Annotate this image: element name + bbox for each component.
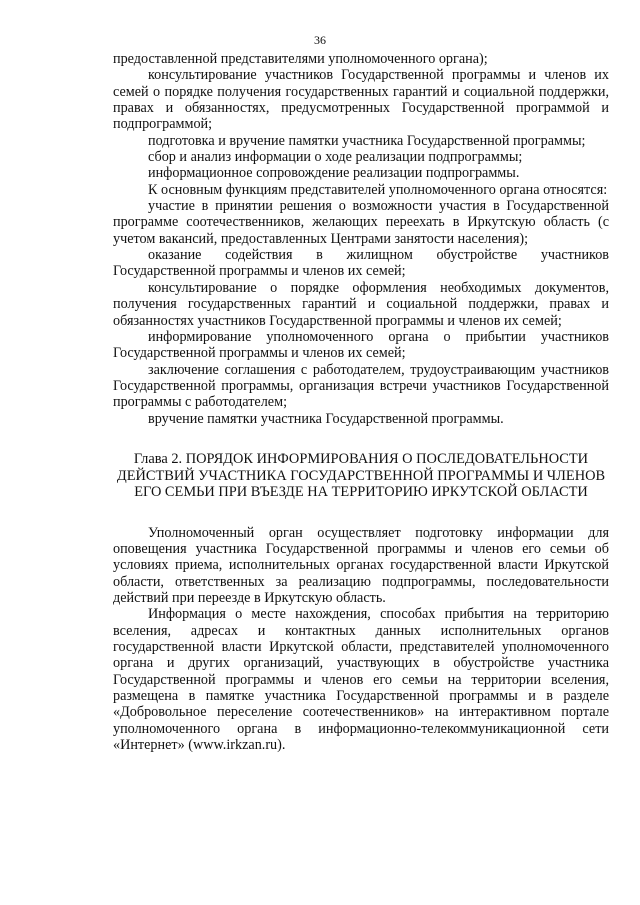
paragraph: вручение памятки участника Государственной программы. (148, 410, 504, 427)
paragraph: К основным функциям представителей уполномоченного органа относятся: (148, 181, 608, 198)
paragraph: консультирование участников Государственной программы и членов их семей о порядке получения государственных гарантий и социальной поддержки, правах и обязанностях, предусмотренных Государственной программой и подпрограммой; (113, 67, 609, 133)
paragraph: предоставленной представителями уполномоченного органа); (113, 51, 488, 67)
page-number: 36 (314, 33, 326, 47)
chapter-heading: Глава 2. ПОРЯДОК ИНФОРМИРОВАНИЯ О ПОСЛЕДОВАТЕЛЬНОСТИ ДЕЙСТВИЙ УЧАСТНИКА ГОСУДАРСТВЕННОЙ ПРОГРАММЫ И ЧЛЕНОВ ЕГО СЕМЬИ ПРИ ВЪЕЗДЕ НА ТЕРРИТОРИЮ ИРКУТСКОЙ ОБЛАСТИ (116, 450, 606, 501)
paragraph: оказание содействия в жилищном обустройстве участников Государственной программы и членов их семей; (113, 247, 609, 280)
paragraph: участие в принятии решения о возможности участия в Государственной программе соотечественников, желающих переехать в Иркутскую область (с учетом вакансий, предоставленных Центрами занятости населения); (113, 198, 609, 247)
paragraph: сбор и анализ информации о ходе реализации подпрограммы; (148, 149, 523, 166)
paragraph: консультирование о порядке оформления необходимых документов, получения государственных гарантий и социальной поддержки, правах и обязанностях участников Государственной программы и членов их семей; (113, 279, 609, 329)
paragraph: Уполномоченный орган осуществляет подготовку информации для оповещения участника Государственной программы и членов его семьи об условиях приема, исполнительных органах государственной власти Иркутской области, ответственных за реализацию подпрограммы, последовательности действий при переезде в Иркутскую область. (113, 524, 609, 607)
paragraph: заключение соглашения с работодателем, трудоустраивающим участников Государственной программы, организация встречи участников Государственной программы с работодателем; (113, 361, 609, 411)
paragraph: информирование уполномоченного органа о прибытии участников Государственной программы и членов их семей; (113, 328, 609, 362)
document-body (113, 51, 609, 754)
paragraph: подготовка и вручение памятки участника Государственной программы; (148, 132, 586, 149)
paragraph: Информация о месте нахождения, способах прибытия на территорию вселения, адресах и контактных данных исполнительных органов государственной власти Иркутской области, представителей уполномоченного органа и других организаций, участвующих в обустройстве участника Государственной программы и членов его семьи на территории вселения, размещена в памятке участника Государственной программы и в разделе «Добровольное переселение соотечественников» на интерактивном портале уполномоченного органа в информационно-телекоммуникационной сети «Интернет» (www.irkzan.ru). (113, 606, 609, 754)
paragraph: информационное сопровождение реализации подпрограммы. (148, 165, 520, 182)
